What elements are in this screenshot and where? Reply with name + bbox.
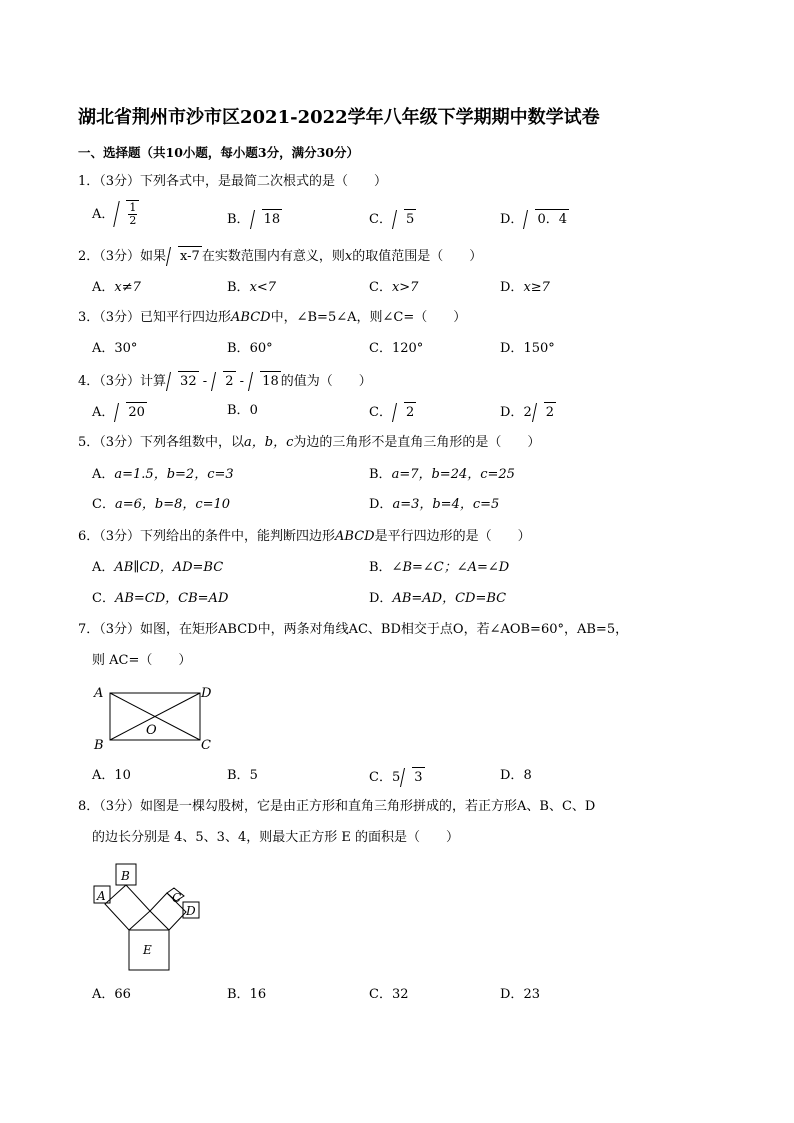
q8-pythagoras-tree-figure	[88, 858, 208, 974]
q5-option-d: D．a=3，b=4，c=5	[369, 497, 500, 512]
q1-option-d: D． 0．4	[500, 209, 569, 229]
question-8-stem-line-1: 8．（3分）如图是一棵勾股树，它是由正方形和直角三角形拼成的，若正方形A、B、C、D	[78, 799, 596, 814]
label-c: C	[172, 891, 182, 905]
q5-option-b: B．a=7，b=24，c=25	[369, 467, 515, 482]
q3-option-c: C．120°	[369, 341, 424, 356]
q8-option-d: D．23	[500, 987, 540, 1002]
q7-option-a: A．10	[92, 768, 131, 783]
question-7-stem-line-2: 则 AC=（ ）	[92, 653, 192, 668]
label-a: A	[97, 889, 106, 903]
question-7-stem-line-1: 7．（3分）如图，在矩形ABCD中，两条对角线AC、BD相交于点O，若∠AOB=60°，AB=5，	[78, 622, 629, 637]
q6-option-b: B．∠B=∠C；∠A=∠D	[369, 560, 510, 575]
label-d: D	[201, 686, 212, 701]
q2-option-d: D．x≥7	[500, 280, 550, 295]
q1-option-a: A． $\frac{1}{2}$	[92, 200, 139, 227]
label-e: E	[143, 943, 152, 957]
q3-option-a: A．30°	[92, 341, 138, 356]
label-o: O	[146, 723, 157, 738]
question-4-stem: 4．（3分）计算 32 - 2 - 18 的值为（ ）	[78, 371, 372, 391]
q1-option-c: C． 5	[369, 209, 416, 229]
q8-option-b: B．16	[227, 987, 267, 1002]
q2-option-a: A．x≠7	[92, 280, 141, 295]
q7-rectangle-figure	[90, 683, 220, 755]
q8-option-a: A．66	[92, 987, 131, 1002]
question-8-stem-line-2: 的边长分别是 4、5、3、4，则最大正方形 E 的面积是（ ）	[92, 830, 459, 845]
q4-option-c: C． 2	[369, 402, 416, 422]
q2-option-b: B．x<7	[227, 280, 277, 295]
question-5-stem: 5．（3分）下列各组数中，以a，b，c为边的三角形不是直角三角形的是（ ）	[78, 435, 541, 450]
q5-option-c: C．a=6，b=8，c=10	[92, 497, 231, 512]
question-3-stem: 3．（3分）已知平行四边形ABCD中，∠B=5∠A，则∠C=（ ）	[78, 310, 467, 325]
section-heading: 一、选择题（共10小题，每小题3分，满分30分）	[78, 145, 359, 160]
q1-option-b: B． 18	[227, 209, 282, 229]
question-1-stem: 1．（3分）下列各式中，是最简二次根式的是（ ）	[78, 174, 388, 189]
label-c: C	[201, 738, 211, 753]
q2-option-c: C．x>7	[369, 280, 419, 295]
question-2-stem: 2．（3分）如果 x-7 在实数范围内有意义，则x的取值范围是（ ）	[78, 246, 482, 266]
q4-option-d: D．2 2	[500, 402, 556, 422]
q6-option-c: C．AB=CD，CB=AD	[92, 591, 229, 606]
label-d: D	[186, 904, 196, 918]
label-b: B	[94, 738, 104, 753]
q4-option-a: A． 20	[92, 402, 147, 422]
square-left	[105, 885, 150, 930]
q4-option-b: B．0	[227, 403, 258, 418]
q7-option-d: D．8	[500, 768, 532, 783]
q6-option-a: A．AB∥CD，AD=BC	[92, 560, 224, 575]
q7-option-c: C．5 3	[369, 767, 425, 787]
label-b: B	[121, 869, 130, 883]
label-a: A	[94, 686, 104, 701]
question-6-stem: 6．（3分）下列给出的条件中，能判断四边形ABCD是平行四边形的是（ ）	[78, 529, 531, 544]
q5-option-a: A．a=1.5，b=2，c=3	[92, 467, 234, 482]
q3-option-d: D．150°	[500, 341, 555, 356]
q8-option-c: C．32	[369, 987, 409, 1002]
q7-option-b: B．5	[227, 768, 258, 783]
page-title: 湖北省荆州市沙市区2021-2022学年八年级下学期期中数学试卷	[78, 107, 600, 128]
q3-option-b: B．60°	[227, 341, 273, 356]
q6-option-d: D．AB=AD，CD=BC	[369, 591, 507, 606]
